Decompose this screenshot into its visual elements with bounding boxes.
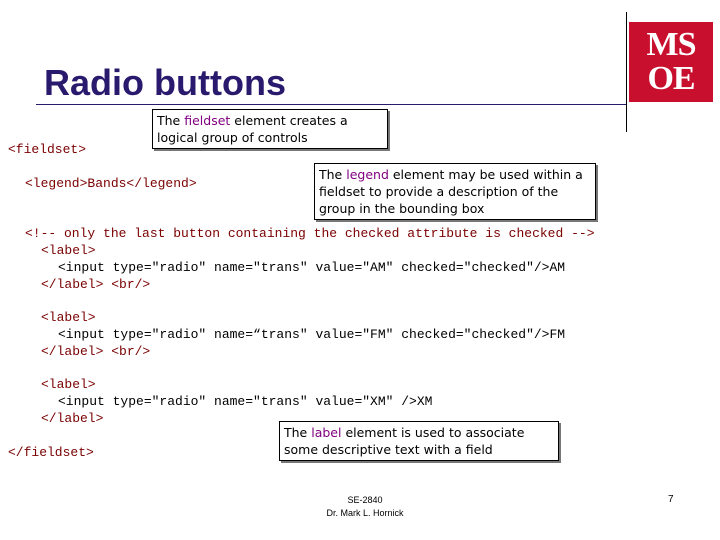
code-line-label-close-3: </label> <box>41 411 104 426</box>
code-line-fieldset-open: <fieldset> <box>8 142 87 157</box>
msoe-logo <box>629 22 713 102</box>
code-line-fieldset-close: </fieldset> <box>8 445 94 460</box>
callout-label-keyword: label <box>311 425 342 440</box>
code-line-legend: <legend>Bands</legend> <box>25 176 197 191</box>
callout-fieldset-keyword: fieldset <box>184 113 231 128</box>
callout-legend-pre: The <box>319 167 347 182</box>
code-line-label-open-1: <label> <box>41 243 96 258</box>
code-line-label-close-2: </label> <br/> <box>41 344 151 359</box>
footer-course: SE-2840 <box>347 495 383 505</box>
callout-label-pre: The <box>284 425 312 440</box>
code-line-label-close-1: </label> <br/> <box>41 277 151 292</box>
title-underline <box>36 104 626 105</box>
code-line-label-open-2: <label> <box>41 310 96 325</box>
callout-label <box>279 421 559 461</box>
code-line-input-am: <input type="radio" name="trans" value="AM" checked="checked"/>AM <box>58 260 566 275</box>
callout-legend-post: element may be used within a fieldset to provide a description of the group in the bounding box <box>319 167 583 216</box>
logo-line-1: MS <box>646 26 696 63</box>
footer-author: Dr. Mark L. Hornick <box>326 508 404 518</box>
callout-fieldset <box>152 109 388 149</box>
callout-legend <box>314 163 596 220</box>
code-line-label-open-3: <label> <box>41 377 96 392</box>
logo-line-2: OE <box>647 60 695 97</box>
page-number: 7 <box>668 494 674 505</box>
code-line-input-fm: <input type="radio" name=“trans" value="FM" checked="checked"/>FM <box>58 327 566 342</box>
code-line-input-xm: <input type="radio" name="trans" value="XM" />XM <box>58 394 433 409</box>
code-line-comment: <!-- only the last button containing the checked attribute is checked --> <box>25 226 595 241</box>
slide-title: Radio buttons <box>44 62 286 103</box>
vertical-divider <box>626 12 627 132</box>
slide-footer <box>300 494 430 520</box>
callout-label-post: element is used to associate some descriptive text with a field <box>284 425 525 457</box>
callout-fieldset-post: element creates a logical group of controls <box>157 113 348 145</box>
callout-legend-keyword: legend <box>346 167 389 182</box>
callout-fieldset-pre: The <box>157 113 185 128</box>
